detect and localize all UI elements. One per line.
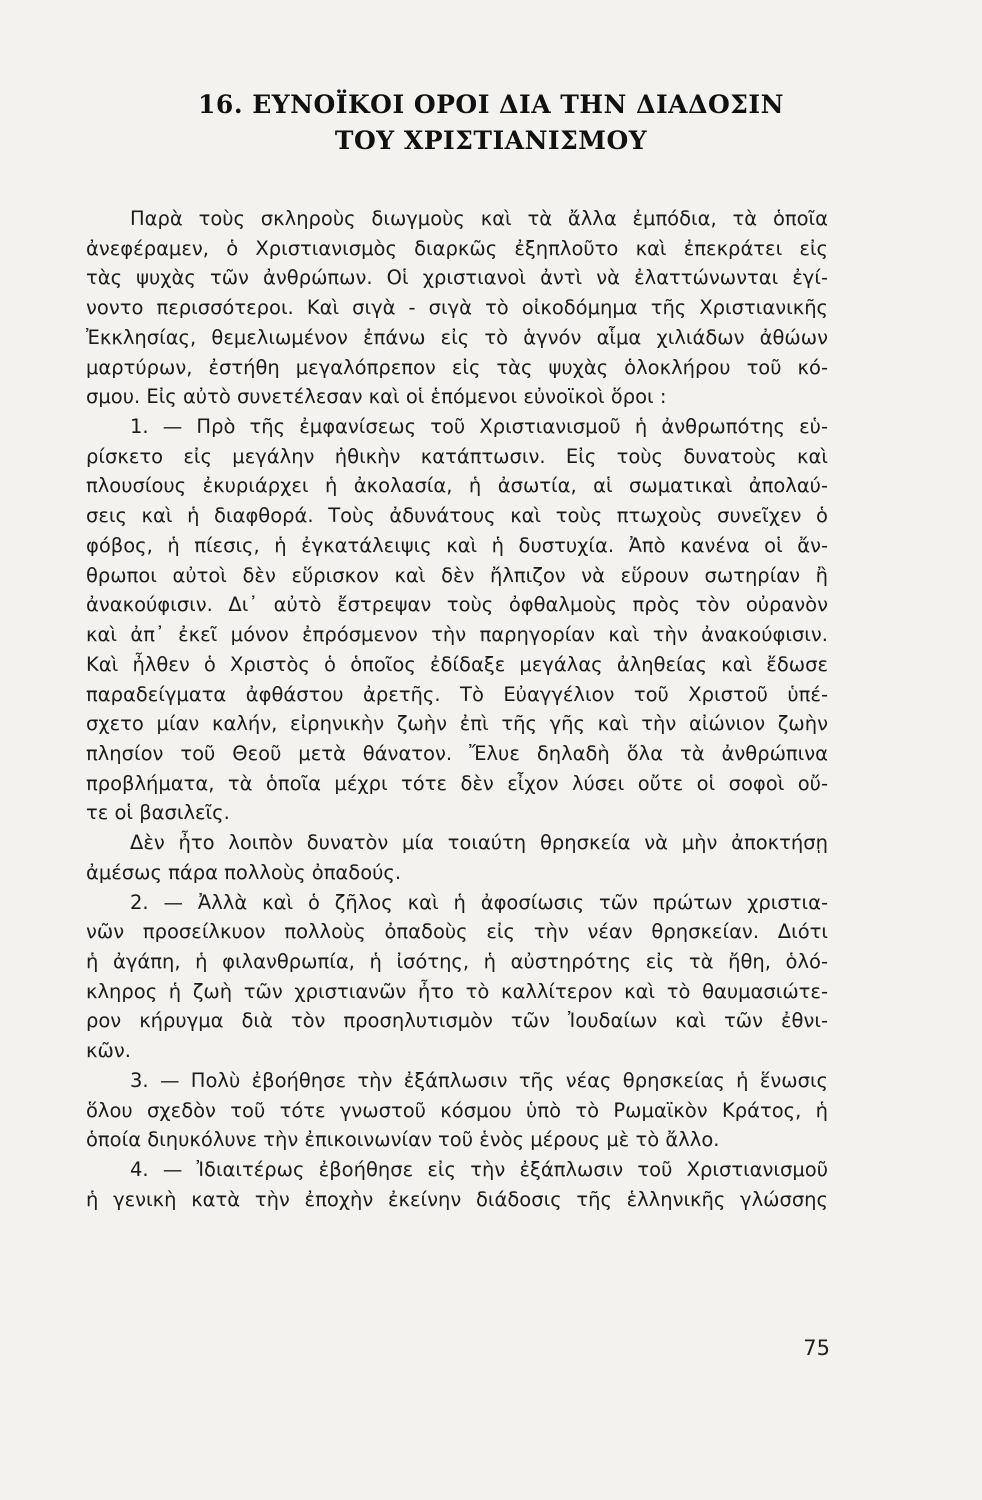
text-line: κῶν. [86,1039,131,1063]
text-line: Καὶ ἦλθεν ὁ Χριστὸς ὁ ὁποῖος ἐδίδαξε μεγάλας ἀληθείας καὶ ἔδωσε [86,652,828,676]
text-line: προβλήματα, τὰ ὁποῖα μέχρι τότε δὲν εἶχον λύσει οὔτε οἱ σοφοὶ οὔ- [86,771,828,795]
text-line: σεις καὶ ἡ διαφθορά. Τοὺς ἀδυνάτους καὶ τοὺς πτωχοὺς συνεῖχεν ὁ [86,504,828,528]
chapter-title-line-1: 16. ΕΥΝΟΪΚΟΙ ΟΡΟΙ ΔΙΑ ΤΗΝ ΔΙΑΔΟΣΙΝ [198,90,784,119]
text-line: φόβος, ἡ πίεσις, ἡ ἐγκατάλειψις καὶ ἡ δυστυχία. Ἀπὸ κανένα οἱ ἄν- [86,533,828,557]
text-line: πλησίον τοῦ Θεοῦ μετὰ θάνατον. Ἔλυε δηλαδὴ ὅλα τὰ ἀνθρώπινα [86,741,828,765]
text-line: θρωποι αὐτοὶ δὲν εὕρισκον καὶ δὲν ἤλπιζον νὰ εὕρουν σωτηρίαν ἢ [86,563,828,587]
chapter-title-line-2: ΤΟΥ ΧΡΙΣΤΙΑΝΙΣΜΟΥ [334,126,648,155]
text-line: τε οἱ βασιλεῖς. [86,801,230,825]
text-line: παραδείγματα ἀφθάστου ἀρετῆς. Τὸ Εὐαγγέλιον τοῦ Χριστοῦ ὑπέ- [86,682,828,706]
body-text [86,204,828,1214]
text-line: νῶν προσείλκυον πολλοὺς ὀπαδοὺς εἰς τὴν νέαν θρησκείαν. Διότι [86,920,828,944]
text-line: ἀμέσως πάρα πολλοὺς ὀπαδούς. [86,860,402,884]
text-line: σχετο μίαν καλήν, εἰρηνικὴν ζωὴν ἐπὶ τῆς γῆς καὶ τὴν αἰώνιον ζωὴν [86,712,828,736]
text-line: Ἐκκλησίας, θεμελιωμένον ἐπάνω εἰς τὸ ἁγνόν αἷμα χιλιάδων ἀθώων [86,325,828,349]
text-line: ὅλου σχεδὸν τοῦ τότε γνωστοῦ κόσμου ὑπὸ τὸ Ρωμαϊκὸν Κράτος, ἡ [86,1098,828,1122]
text-line: 2. — Ἀλλὰ καὶ ὁ ζῆλος καὶ ἡ ἀφοσίωσις τῶν πρώτων χριστια- [130,890,828,914]
text-line: ἡ ἀγάπη, ἡ φιλανθρωπία, ἡ ἰσότης, ἡ αὐστηρότης εἰς τὰ ἤθη, ὁλό- [86,949,828,973]
text-line: ἀνεφέραμεν, ὁ Χριστιανισμὸς διαρκῶς ἐξηπλοῦτο καὶ ἐπεκράτει εἰς [86,236,828,260]
text-line: 1. — Πρὸ τῆς ἐμφανίσεως τοῦ Χριστιανισμοῦ ἡ ἀνθρωπότης εὑ- [130,415,828,439]
page-number: 75 [803,1336,830,1360]
text-line: πλουσίους ἐκυριάρχει ἡ ἀκολασία, ἡ ἀσωτία, αἱ σωματικαὶ ἀπολαύ- [86,474,828,498]
text-line: Παρὰ τοὺς σκληροὺς διωγμοὺς καὶ τὰ ἄλλα ἐμπόδια, τὰ ὁποῖα [130,207,828,230]
text-line: 4. — Ἰδιαιτέρως ἐβοήθησε εἰς τὴν ἐξάπλωσιν τοῦ Χριστιανισμοῦ [130,1158,828,1181]
text-line: ὁποία διηυκόλυνε τὴν ἐπικοινωνίαν τοῦ ἑνὸς μέρους μὲ τὸ ἄλλο. [86,1128,720,1152]
text-line: Δὲν ἦτο λοιπὸν δυνατὸν μία τοιαύτη θρησκεία νὰ μὴν ἀποκτήσῃ [130,831,828,855]
text-line: καὶ ἀπ᾽ ἐκεῖ μόνον ἐπρόσμενον τὴν παρηγορίαν καὶ τὴν ἀνακούφισιν. [86,623,828,647]
text-line: ἡ γενικὴ κατὰ τὴν ἐποχὴν ἐκείνην διάδοσις τῆς ἑλληνικῆς γλώσσης [86,1187,828,1211]
text-line: κληρος ἡ ζωὴ τῶν χριστιανῶν ἦτο τὸ καλλίτερον καὶ τὸ θαυμασιώτε- [86,979,828,1003]
text-line: σμου. Εἰς αὐτὸ συνετέλεσαν καὶ οἱ ἑπόμενοι εὐνοϊκοὶ ὅροι : [86,385,667,409]
text-line: μαρτύρων, ἐστήθη μεγαλόπρεπον εἰς τὰς ψυχὰς ὁλοκλήρου τοῦ κό- [86,355,828,379]
text-line: νοντο περισσότεροι. Καὶ σιγὰ - σιγὰ τὸ οἰκοδόμημα τῆς Χριστιανικῆς [86,296,828,320]
text-line: 3. — Πολὺ ἐβοήθησε τὴν ἐξάπλωσιν τῆς νέας θρησκείας ἡ ἕνωσις [130,1068,828,1092]
text-line: τὰς ψυχὰς τῶν ἀνθρώπων. Οἱ χριστιανοὶ ἀντὶ νὰ ἐλαττώνωνται ἐγί- [86,266,828,290]
text-line: ρίσκετο εἰς μεγάλην ἠθικὴν κατάπτωσιν. Εἰς τοὺς δυνατοὺς καὶ [86,444,828,468]
text-line: ρον κήρυγμα διὰ τὸν προσηλυτισμὸν τῶν Ἰουδαίων καὶ τῶν ἐθνι- [86,1009,828,1033]
text-line: ἀνακούφισιν. Δι᾽ αὐτὸ ἔστρεψαν τοὺς ὀφθαλμοὺς πρὸς τὸν οὐρανὸν [86,593,828,617]
